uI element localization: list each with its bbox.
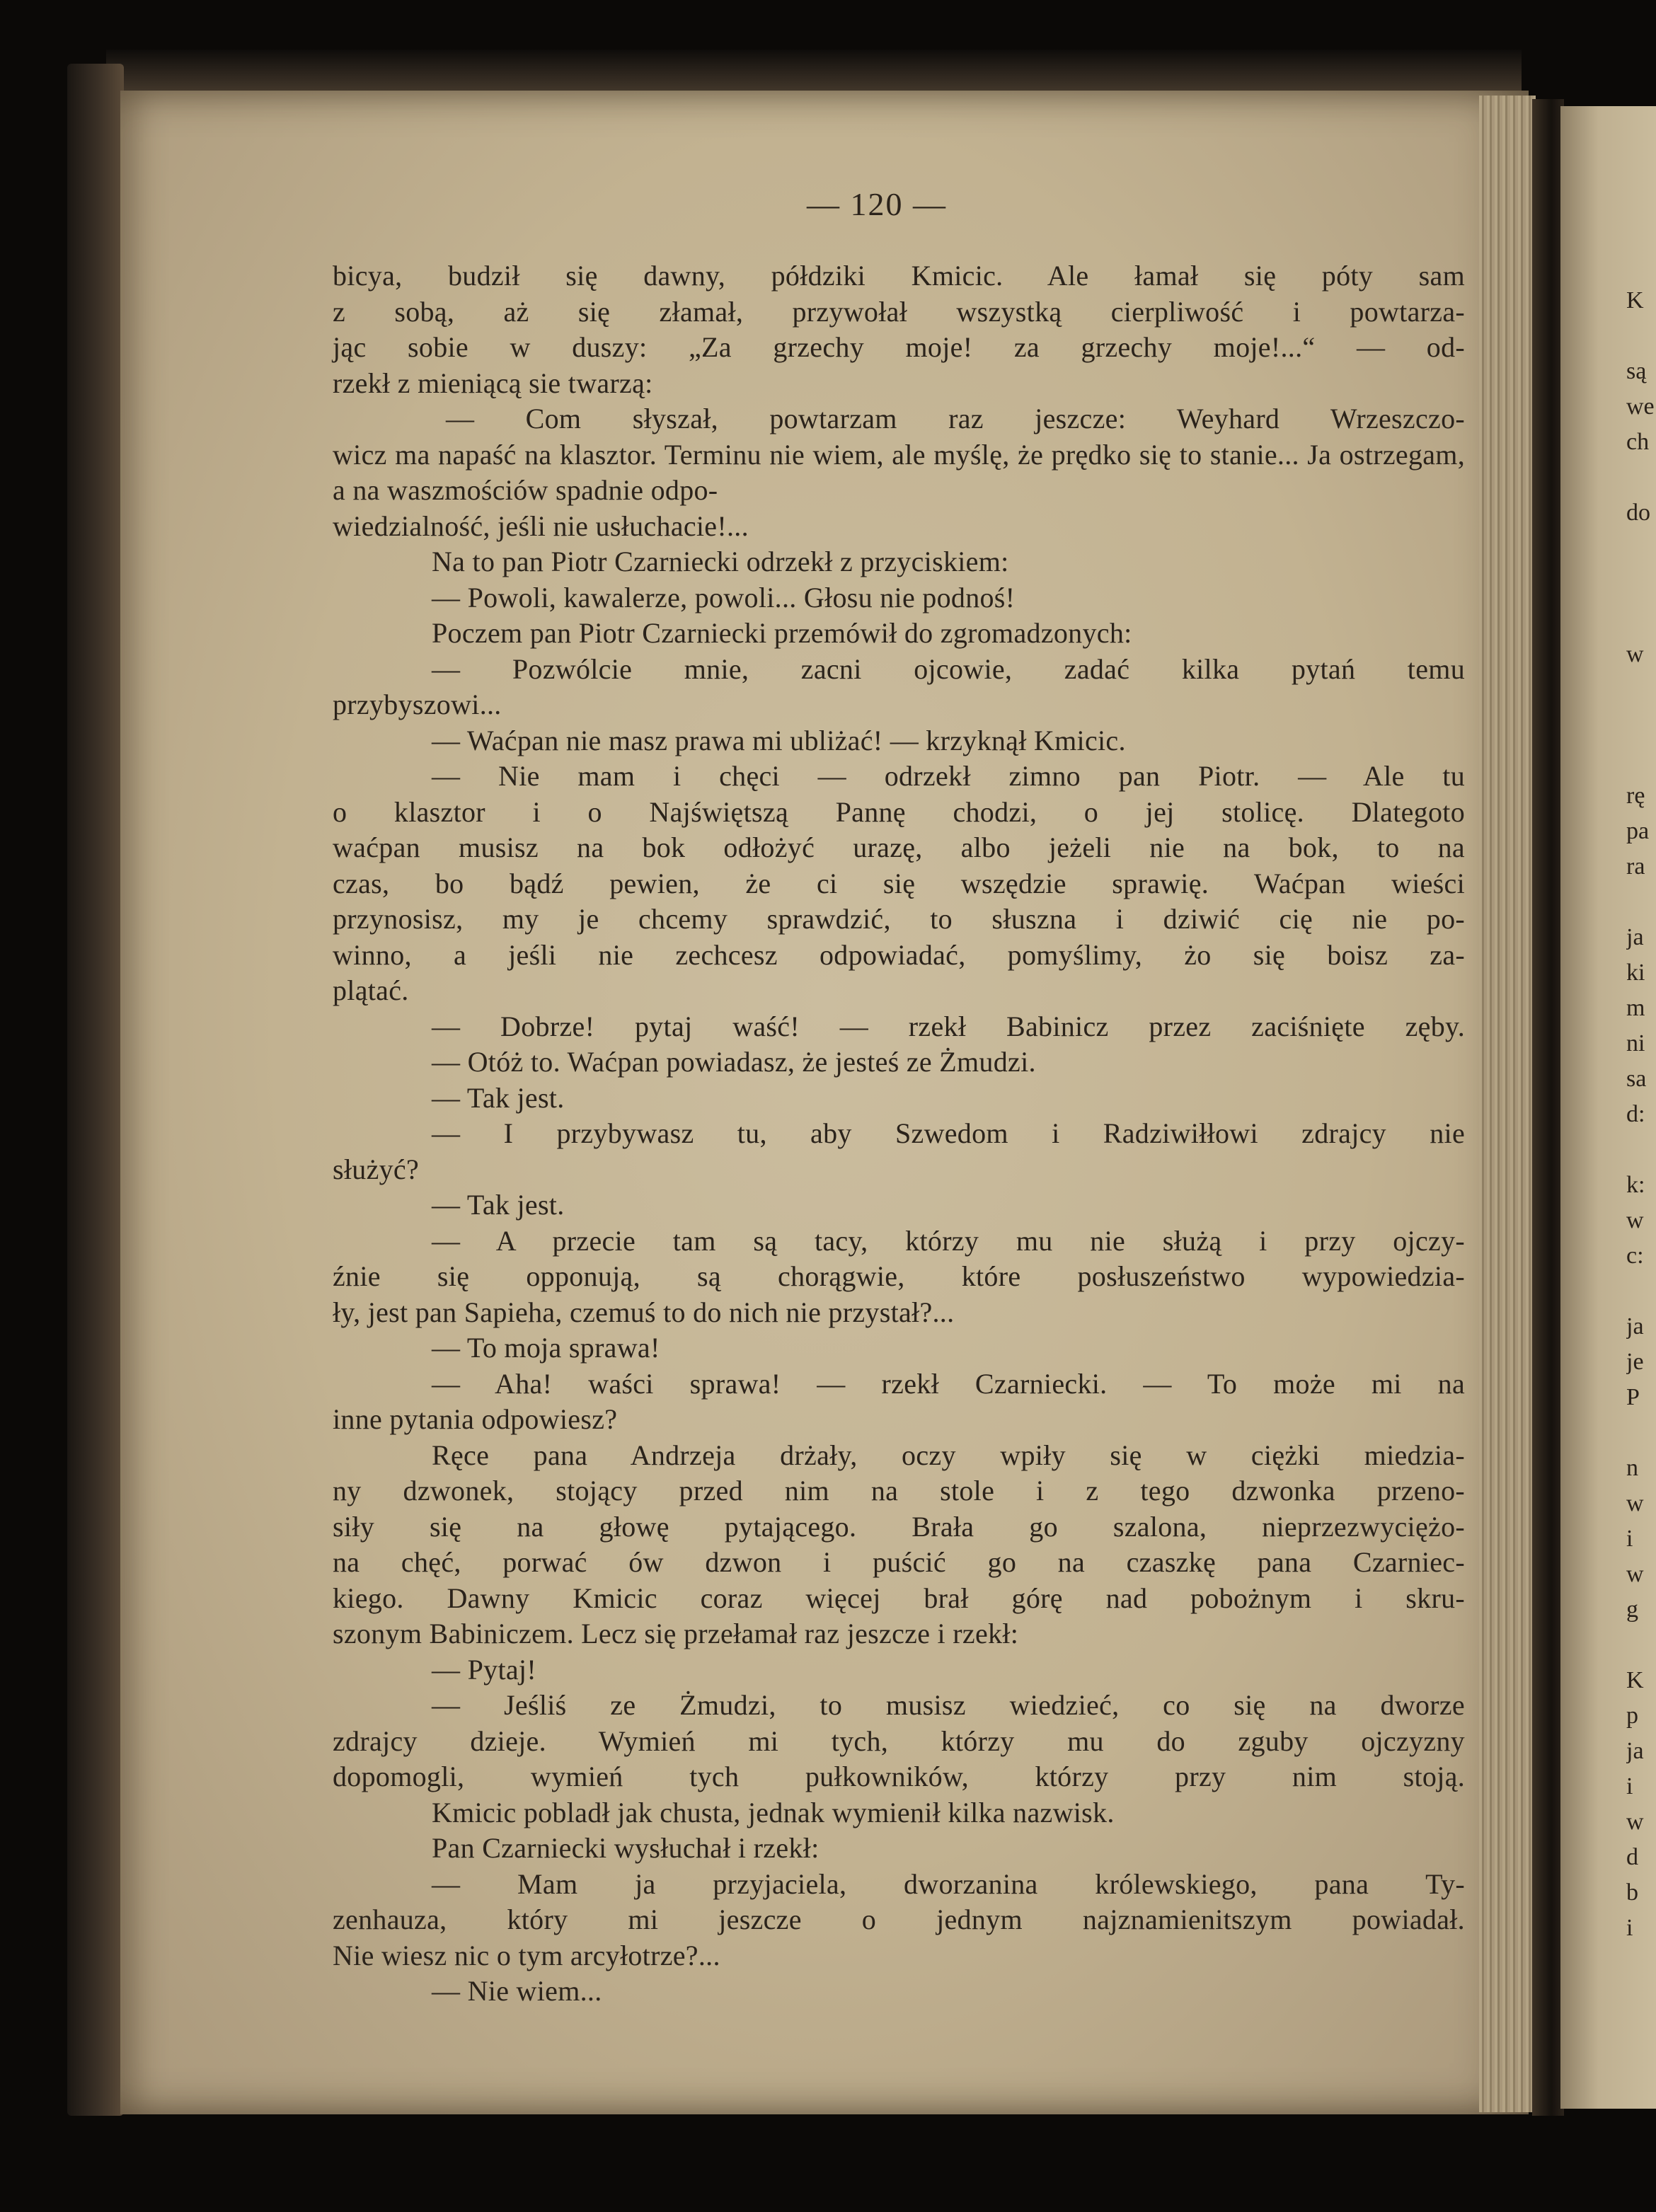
text-line: waćpan musisz na bok odłożyć urazę, albo jeżeli nie na bok, to na — [333, 831, 1465, 863]
text-line: Poczem pan Piotr Czarniecki przemówił do zgromadzonych: — [432, 617, 1132, 649]
text-line: bicya, budził się dawny, półdziki Kmicic. Ale łamał się póty sam — [333, 260, 1465, 292]
text-line: czas, bo bądź pewien, że ci się wszędzie sprawię. Waćpan wieści — [333, 867, 1465, 899]
text-line: przynosisz, my je chcemy sprawdzić, to słuszna i dziwić cię nie po- — [333, 903, 1465, 935]
text-line: rzekł z mieniącą sie twarzą: — [333, 367, 653, 399]
page-number: — 120 — — [807, 186, 947, 222]
text-line: źnie się opponują, są chorągwie, które posłuszeństwo wypowiedzia- — [333, 1260, 1465, 1292]
text-line: plątać. — [333, 974, 409, 1006]
text-line: inne pytania odpowiesz? — [333, 1403, 618, 1435]
text-line: — Com słyszał, powtarzam raz jeszcze: Weyhard Wrzeszczo- — [446, 403, 1465, 434]
text-line: — Otóż to. Waćpan powiadasz, że jesteś ze Żmudzi. — [432, 1046, 1036, 1078]
text-line: Kmicic pobladł jak chusta, jednak wymienił kilka nazwisk. — [432, 1796, 1115, 1828]
right-page-text-fragments: K są we ch do w rę pa ra ja ki m ni sa d: k: w c: ja je P n w i w g K p ja i w d b i — [1626, 287, 1655, 1941]
text-line: wicz ma napaść na klasztor. Terminu nie wiem, ale myślę, że prędko się to stanie... Ja ostrzegam, a na waszmościów spadnie odpo- — [333, 438, 1465, 506]
text-line: — A przecie tam są tacy, którzy mu nie służą i przy ojczy- — [432, 1224, 1465, 1257]
text-line: — Pytaj! — [432, 1653, 536, 1686]
text-line: Pan Czarniecki wysłuchał i rzekł: — [432, 1832, 820, 1864]
text-line: — Tak jest. — [432, 1189, 565, 1221]
text-line: — Jeśliś ze Żmudzi, to musisz wiedzieć, co się na dworze — [432, 1689, 1465, 1721]
text-line: kiego. Dawny Kmicic coraz więcej brał górę nad pobożnym i skru- — [333, 1582, 1465, 1614]
text-line: — Pozwólcie mnie, zacni ojcowie, zadać kilka pytań temu — [432, 652, 1465, 685]
text-line: szonym Babiniczem. Lecz się przełamał raz jeszcze i rzekł: — [333, 1618, 1019, 1649]
text-line: jąc sobie w duszy: „Za grzechy moje! za grzechy moje!...“ — od- — [333, 331, 1465, 363]
text-line: — Mam ja przyjaciela, dworzanina królewskiego, pana Ty- — [432, 1867, 1465, 1900]
text-line: — I przybywasz tu, aby Szwedom i Radziwiłłowi zdrajcy nie — [432, 1117, 1465, 1149]
text-line: — Tak jest. — [432, 1081, 565, 1114]
text-line: Nie wiesz nic o tym arcyłotrze?... — [333, 1939, 720, 1971]
text-line: Na to pan Piotr Czarniecki odrzekł z przyciskiem: — [432, 546, 1009, 577]
page-edges — [1479, 96, 1536, 2112]
text-line: Ręce pana Andrzeja drżały, oczy wpiły się w ciężki miedzia- — [432, 1439, 1465, 1471]
text-line: z sobą, aż się złamał, przywołał wszystką cierpliwość i powtarza- — [333, 295, 1465, 328]
text-line: — Powoli, kawalerze, powoli... Głosu nie podnoś! — [432, 581, 1016, 614]
text-line: siły się na głowę pytającego. Brała go szalona, nieprzezwyciężo- — [333, 1510, 1465, 1543]
book-cover-left — [67, 64, 124, 2116]
text-line: o klasztor i o Najświętszą Pannę chodzi, o jej stolicę. Dlategoto — [333, 795, 1465, 828]
text-line: ny dzwonek, stojący przed nim na stole i z tego dzwonka przeno- — [333, 1475, 1465, 1507]
text-line: zenhauza, który mi jeszcze o jednym najznamienitszym powiadał. — [333, 1903, 1465, 1935]
text-line: zdrajcy dzieje. Wymień mi tych, którzy mu do zguby ojczyzny — [333, 1724, 1465, 1757]
text-line: dopomogli, wymień tych pułkowników, którzy przy nim stoją. — [333, 1761, 1465, 1792]
text-line: ły, jest pan Sapieha, czemuś to do nich nie przystał?... — [333, 1296, 955, 1328]
book-gutter — [1532, 99, 1564, 2116]
text-line: na chęć, porwać ów dzwon i puścić go na czaszkę pana Czarniec- — [333, 1546, 1465, 1578]
text-line: — Waćpan nie masz prawa mi ubliżać! — krzyknął Kmicic. — [432, 724, 1126, 756]
text-line: — Nie mam i chęci — odrzekł zimno pan Piotr. — Ale tu — [432, 760, 1465, 792]
text-line: — To moja sprawa! — [432, 1332, 660, 1364]
text-line: przybyszowi... — [333, 689, 502, 720]
page-text — [333, 258, 1465, 2010]
text-line: — Nie wiem... — [432, 1975, 602, 2007]
text-line: służyć? — [333, 1153, 420, 1185]
text-line: wiedzialność, jeśli nie usłuchacie!... — [333, 509, 749, 542]
text-line: — Dobrze! pytaj waść! — rzekł Babinicz przez zaciśnięte zęby. — [432, 1010, 1465, 1042]
text-line: winno, a jeśli nie zechcesz odpowiadać, pomyślimy, żo się boisz za- — [333, 938, 1465, 971]
text-line: — Aha! waści sprawa! — rzekł Czarniecki. — To może mi na — [432, 1367, 1465, 1400]
